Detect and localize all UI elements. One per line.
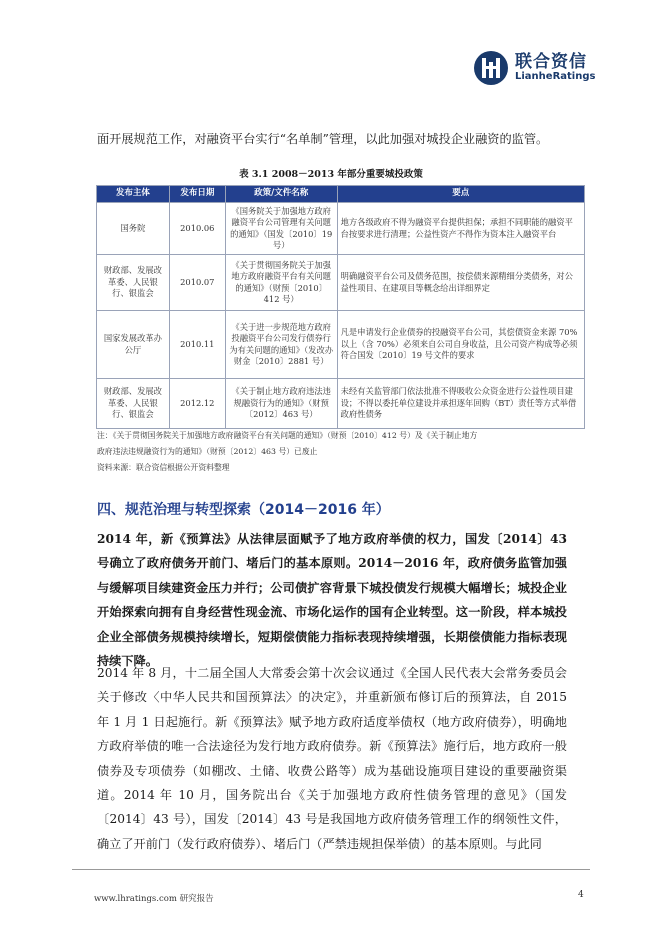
table-row [97, 311, 585, 379]
cell-date: 2010.06 [169, 203, 225, 255]
header-date: 发布日期 [169, 186, 225, 203]
table-caption: 表 3.1 2008－2013 年部分重要城投政策 [239, 169, 423, 180]
table-source: 资料来源：联合资信根据公开资料整理 [97, 463, 230, 472]
cell-date: 2010.11 [169, 311, 225, 379]
cell-points: 明确融资平台公司及债务范围，按偿债来源精细分类债务，对公益性项目、在建项目等概念给出详细界定 [337, 255, 584, 311]
header-issuer: 发布主体 [97, 186, 170, 203]
lianhe-logo-icon [473, 50, 509, 86]
cell-policy: 《国务院关于加强地方政府融资平台公司管理有关问题的通知》（国发〔2010〕19 号） [225, 203, 337, 255]
table-row [97, 203, 585, 255]
cell-points: 凡是申请发行企业债券的投融资平台公司，其偿债资金来源 70%以上（含 70%）必须来自公司自身收益，且公司资产构成等必须符合国发〔2010〕19 号文件的要求 [337, 311, 584, 379]
body-paragraph: 2014 年 8 月，十二届全国人大常委会第十次会议通过《全国人民代表大会常务委员会关于修改〈中华人民共和国预算法〉的决定》，并重新颁布修订后的预算法，自 2015 年 1 月 1 日起施行。新《预算法》赋予地方政府适度举债权（地方政府债券），明确地方政府举债的唯一合法途径为发行地方政府债券。新《预算法》施行后，地方政府一般债券及专项债券（如棚改、土储、收费公路等）成为基础设施项目建设的重要融资渠道。2014 年 10 月，国务院出台《关于加强地方政府性债务管理的意见》（国发〔2014〕43 号），国发〔2014〕43 号是我国地方政府债务管理工作的纲领性文件，确立了开前门（发行政府债券）、堵后门（严禁违规担保举债）的基本原则。与此同 [97, 666, 567, 851]
section-heading: 四、规范治理与转型探索（2014－2016 年） [97, 502, 390, 518]
cell-issuer: 财政部、发展改革委、人民银行、银监会 [97, 379, 170, 429]
cell-issuer: 国家发展改革办公厅 [97, 311, 170, 379]
cell-date: 2012.12 [169, 379, 225, 429]
table-note-line2: 政府违法违规融资行为的通知》（财预〔2012〕463 号）已废止 [97, 447, 318, 456]
lianhe-logo [473, 50, 595, 86]
logo-en-text: LianheRatings [515, 70, 596, 82]
intro-paragraph: 面开展规范工作，对融资平台实行“名单制”管理，以此加强对城投企业融资的监管。 [97, 132, 549, 146]
policy-table [96, 185, 585, 429]
cell-policy: 《关于制止地方政府违法违规融资行为的通知》（财预〔2012〕463 号） [225, 379, 337, 429]
cell-points: 地方各级政府不得为融资平台提供担保；承担不同职能的融资平台按要求进行清理；公益性资产不得作为资本注入融资平台 [337, 203, 584, 255]
table-note-line1: 注：《关于贯彻国务院关于加强地方政府融资平台有关问题的通知》（财预〔2010〕412 号）及《关于制止地方 [97, 431, 478, 440]
table-row [97, 255, 585, 311]
cell-policy: 《关于贯彻国务院关于加强地方政府融资平台有关问题的通知》（财预〔2010〕412 号） [225, 255, 337, 311]
cell-issuer: 财政部、发展改革委、人民银行、银监会 [97, 255, 170, 311]
table-header-row [97, 186, 585, 203]
footer-divider [72, 869, 590, 870]
summary-paragraph: 2014 年，新《预算法》从法律层面赋予了地方政府举债的权力，国发〔2014〕43 号确立了政府债务开前门、堵后门的基本原则。2014－2016 年，政府债务监管加强与缓解项目续建资金压力并行；公司债扩容背景下城投债发行规模大幅增长；城投企业开始探索向拥有自身经营性现金流、市场化运作的国有企业转型。这一阶段，样本城投企业全部债务规模持续增长，短期偿债能力指标表现持续增强，长期偿债能力指标表现持续下降。 [97, 532, 567, 669]
cell-date: 2010.07 [169, 255, 225, 311]
table-row [97, 379, 585, 429]
header-points: 要点 [337, 186, 584, 203]
page-number: 4 [578, 890, 584, 900]
footer-site-label: www.lhratings.com 研究报告 [94, 894, 214, 904]
cell-issuer: 国务院 [97, 203, 170, 255]
header-policy: 政策/文件名称 [225, 186, 337, 203]
logo-cn-text: 联合资信 [515, 51, 587, 72]
cell-points: 未经有关监管部门依法批准不得吸收公众资金进行公益性项目建设；不得以委托单位建设并承担逐年回购（BT）责任等方式举借政府性债务 [337, 379, 584, 429]
cell-policy: 《关于进一步规范地方政府投融资平台公司发行债券行为有关问题的通知》（发改办财金〔2010〕2881 号） [225, 311, 337, 379]
